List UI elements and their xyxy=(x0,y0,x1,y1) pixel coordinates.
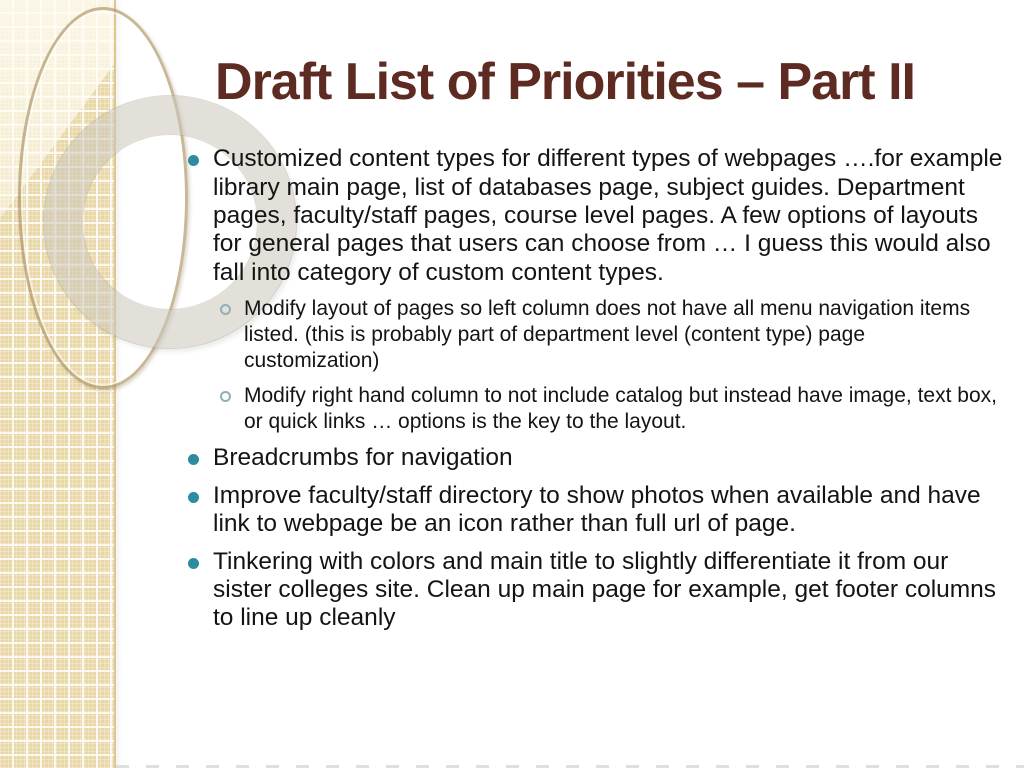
sub-bullet-circle-icon xyxy=(220,391,231,402)
slide-title: Draft List of Priorities – Part II xyxy=(215,53,915,111)
bullet-text: Breadcrumbs for navigation xyxy=(213,444,513,472)
bullet-text: Modify layout of pages so left column does not have all menu navigation items listed. (this is probably part of department level (content type) page customization) xyxy=(244,297,971,373)
bullet-dot-icon xyxy=(188,492,199,503)
bullet-text: Improve faculty/staff directory to show photos when available and have link to webpage be an icon rather than full url of page. xyxy=(213,481,981,538)
bullet-text: Tinkering with colors and main title to slightly differentiate it from our sister colleges site. Clean up main page for example, get footer columns to line up cleanly xyxy=(213,547,997,632)
list-item xyxy=(116,296,1024,374)
list-item xyxy=(116,444,1024,472)
bullet-text: Modify right hand column to not include catalog but instead have image, text box, or quick links … options is the key to the layout. xyxy=(244,384,997,434)
list-item xyxy=(116,383,1024,435)
list-item xyxy=(116,145,1024,287)
bullet-dot-icon xyxy=(188,558,199,569)
bullet-text: Customized content types for different types of webpages ….for example library main page, list of databases page, subject guides. Department pages, faculty/staff pages, course level pages. A few options of layouts for general pages that users can choose from … I guess this would also fall into category of custom content types. xyxy=(213,145,1003,286)
sidebar-sheen xyxy=(0,0,114,230)
list-item xyxy=(116,482,1024,539)
bullet-dot-icon xyxy=(188,454,199,465)
bullet-list xyxy=(116,145,1024,633)
list-item xyxy=(116,548,1024,633)
sub-bullet-circle-icon xyxy=(220,304,231,315)
sidebar-grid-panel xyxy=(0,0,116,768)
bullet-dot-icon xyxy=(188,155,199,166)
slide-content xyxy=(116,0,1024,768)
